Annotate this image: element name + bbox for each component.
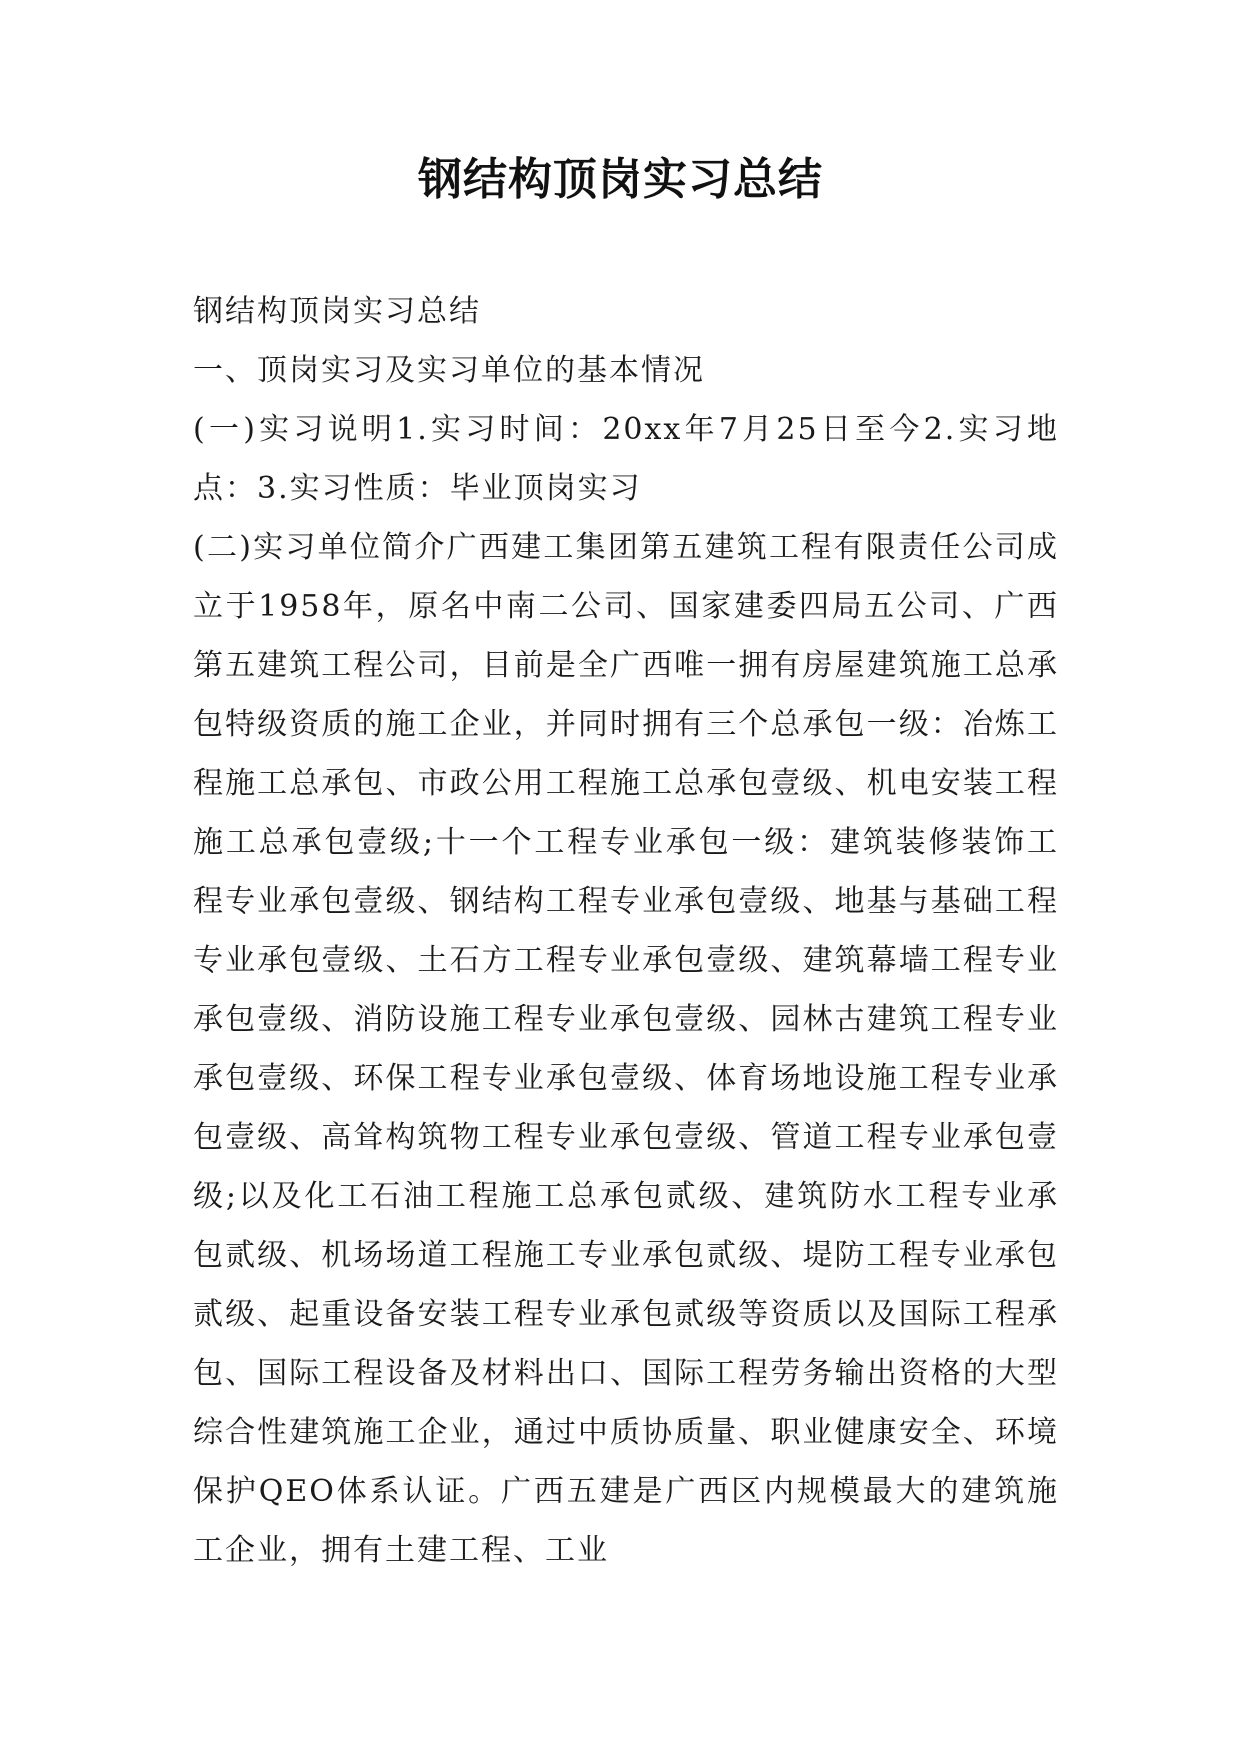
paragraph-company-profile: (二)实习单位简介广西建工集团第五建筑工程有限责任公司成立于1958年，原名中南二公司、国家建委四局五公司、广西第五建筑工程公司，目前是全广西唯一拥有房屋建筑施工总承包特级资质的施工企业，并同时拥有三个总承包一级：冶炼工程施工总承包、市政公用工程施工总承包壹级、机电安装工程施工总承包壹级;十一个工程专业承包一级：建筑装修装饰工程专业承包壹级、钢结构工程专业承包壹级、地基与基础工程专业承包壹级、土石方工程专业承包壹级、建筑幕墙工程专业承包壹级、消防设施工程专业承包壹级、园林古建筑工程专业承包壹级、环保工程专业承包壹级、体育场地设施工程专业承包壹级、高耸构筑物工程专业承包壹级、管道工程专业承包壹级;以及化工石油工程施工总承包贰级、建筑防水工程专业承包贰级、机场场道工程施工专业承包贰级、堤防工程专业承包贰级、起重设备安装工程专业承包贰级等资质以及国际工程承包、国际工程设备及材料出口、国际工程劳务输出资格的大型综合性建筑施工企业，通过中质协质量、职业健康安全、环境保护QEO体系认证。广西五建是广西区内规模最大的建筑施工企业，拥有土建工程、工业	[193, 530, 1059, 1568]
paragraph-heading: 钢结构顶岗实习总结	[193, 294, 481, 329]
document-title: 钢结构顶岗实习总结	[418, 154, 823, 205]
paragraph-section-one: 一、顶岗实习及实习单位的基本情况	[193, 353, 705, 388]
document-body	[193, 282, 1059, 1580]
paragraph-internship-description: (一)实习说明1.实习时间：20xx年7月25日至今2.实习地点：3.实习性质：毕业顶岗实习	[193, 412, 1059, 506]
